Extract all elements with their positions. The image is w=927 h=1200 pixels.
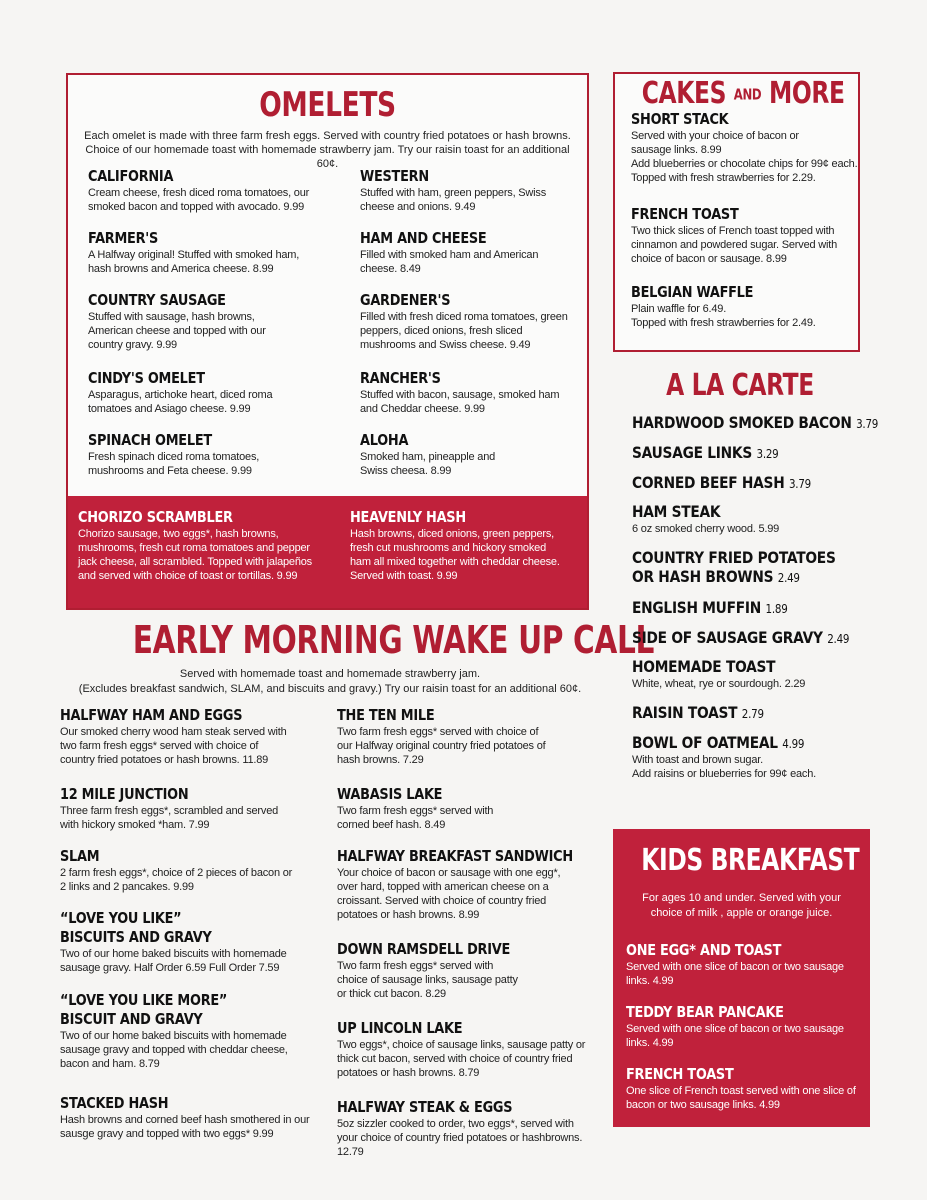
item-name: STACKED HASH [60,1094,169,1112]
item-name-line2 [632,568,800,587]
item-name: HOMEMADE TOAST [632,657,776,676]
item-name: DOWN RAMSDELL DRIVE [337,940,511,958]
item-price: 2.49 [777,571,800,585]
menu-item [632,629,882,648]
menu-item [60,1094,310,1141]
item-name-text: BOWL OF OATMEAL [632,733,778,752]
a-la-carte-title: A LA CARTE [666,368,814,403]
title-word: AND [733,85,762,104]
item-name: FRENCH TOAST [631,205,739,223]
kids-intro: For ages 10 and under. Served with your choice of milk , apple or orange juice. [642,892,841,919]
menu-item [88,431,288,478]
item-name-text: SIDE OF SAUSAGE GRAVY [632,628,823,647]
menu-item [632,704,882,723]
item-name: CINDY'S OMELET [88,369,205,387]
menu-item [626,1065,861,1112]
item-name [632,474,811,493]
item-name: GARDENER'S [360,291,451,309]
kids-breakfast-section [613,829,870,1127]
item-desc: Two of our home baked biscuits with homemade sausage gravy and topped with cheddar cheese, bacon and ham. 8.79 [60,1030,288,1070]
menu-item [360,369,570,416]
omelets-title: OMELETS [259,85,396,125]
item-price: 4.99 [782,737,805,751]
item-name: FARMER'S [88,229,159,247]
menu-item [360,229,550,276]
item-desc: One slice of French toast served with one slice of bacon or two sausage links. 4.99 [626,1085,856,1111]
item-desc: Stuffed with ham, green peppers, Swiss cheese and onions. 9.49 [360,187,547,213]
menu-item [88,291,288,352]
omelets-specials-panel [68,496,587,608]
item-desc: A Halfway original! Stuffed with smoked ham, hash browns and America cheese. 8.99 [88,249,300,275]
item-name-line2: BISCUIT AND GRAVY [60,1010,203,1028]
cakes-title [641,76,845,111]
item-desc: 2 farm fresh eggs*, choice of 2 pieces of bacon or 2 links and 2 pancakes. 9.99 [60,867,293,893]
item-desc: Hash browns, diced onions, green peppers, fresh cut mushrooms and hickory smoked ham all mixed together with cheddar cheese. Served with toast. 9.99 [350,528,560,582]
item-desc: Add raisins or blueberries for 99¢ each. [632,768,816,780]
menu-item [337,847,573,922]
item-desc: Add blueberries or chocolate chips for 99¢ each. Topped with fresh strawberries for 2.29. [631,158,858,184]
item-name: BELGIAN WAFFLE [631,283,754,301]
menu-item [60,706,290,767]
item-name-text: RAISIN TOAST [632,703,738,722]
menu-item [337,940,522,1001]
item-price: 3.29 [756,447,779,461]
item-name: SHORT STACK [631,110,729,128]
item-name: HALFWAY STEAK & EGGS [337,1098,513,1116]
menu-item [360,167,560,214]
menu-item [632,474,882,493]
item-name: CHORIZO SCRAMBLER [78,508,233,526]
item-name: WABASIS LAKE [337,785,443,803]
menu-item [360,291,575,352]
item-name-text: SAUSAGE LINKS [632,443,752,462]
item-name: HALFWAY BREAKFAST SANDWICH [337,847,573,865]
item-desc: Served with your choice of bacon or sausage links. 8.99 [631,130,799,156]
item-name: UP LINCOLN LAKE [337,1019,463,1037]
item-desc: Smoked ham, pineapple and Swiss cheesa. 8.99 [360,451,496,477]
item-desc: Topped with fresh strawberries for 2.49. [631,317,816,329]
item-name: HEAVENLY HASH [350,508,466,526]
item-desc: Plain waffle for 6.49. [631,303,727,315]
menu-item [632,734,882,781]
item-name: ONE EGG* AND TOAST [626,941,782,959]
item-name [632,599,788,618]
item-name: HAM AND CHEESE [360,229,487,247]
cakes-section [613,72,860,352]
item-name: SPINACH OMELET [88,431,212,449]
menu-item [337,706,547,767]
menu-item [337,1019,587,1080]
item-name: HALFWAY HAM AND EGGS [60,706,243,724]
omelets-section [66,73,589,610]
item-name: HAM STEAK [632,502,721,521]
menu-item [78,508,313,583]
menu-item [88,167,323,214]
item-desc: Your choice of bacon or sausage with one egg*, over hard, topped with american cheese on a croissant. Served with choice of country fried potatoes or hash browns. 8.99 [337,867,561,921]
menu-item [631,205,846,266]
menu-item [60,785,280,832]
item-price: 3.79 [789,477,811,491]
item-desc: Filled with smoked ham and American cheese. 8.49 [360,249,539,275]
item-name-text: OR HASH BROWNS [632,567,774,586]
omelets-intro: Each omelet is made with three farm fresh eggs. Served with country fried potatoes or hash browns. Choice of our homemade toast with homemade strawberry jam. Try our raisin toast for an additional 60¢. [84,130,571,170]
menu-item [626,941,861,988]
item-name-line2: BISCUITS AND GRAVY [60,928,212,946]
item-desc: Served with one slice of bacon or two sausage links. 4.99 [626,1023,844,1049]
item-desc: Two farm fresh eggs* served with choice of our Halfway original country fried potatoes of hash browns. 7.29 [337,726,546,766]
item-desc: Two thick slices of French toast topped with cinnamon and powdered sugar. Served with choice of bacon or sausage. 8.99 [631,225,838,265]
item-desc: Chorizo sausage, two eggs*, hash browns, mushrooms, fresh cut roma tomatoes and pepper jack cheese, all scrambled. Topped with jalapeños and served with choice of toast or tortillas. 9.99 [78,528,312,582]
item-name: 12 MILE JUNCTION [60,785,189,803]
item-name: THE TEN MILE [337,706,435,724]
menu-item [337,785,517,832]
item-desc: Two farm fresh eggs* served with corned beef hash. 8.49 [337,805,494,831]
item-name [632,414,878,433]
item-name [632,629,849,648]
title-word: MORE [768,76,845,111]
menu-item [632,599,882,618]
item-desc: Stuffed with bacon, sausage, smoked ham and Cheddar cheese. 9.99 [360,389,560,415]
item-desc: Filled with fresh diced roma tomatoes, green peppers, diced onions, fresh sliced mushrooms and Swiss cheese. 9.49 [360,311,568,351]
item-price: 2.49 [827,632,850,646]
item-name [632,444,778,463]
item-desc: Two of our home baked biscuits with homemade sausage gravy. Half Order 6.59 Full Order 7.59 [60,948,287,974]
item-desc: Three farm fresh eggs*, scrambled and served with hickory smoked *ham. 7.99 [60,805,279,831]
item-desc: Asparagus, artichoke heart, diced roma tomatoes and Asiago cheese. 9.99 [88,389,273,415]
item-name: FRENCH TOAST [626,1065,734,1083]
early-morning-title: EARLY MORNING WAKE UP CALL [132,618,654,662]
menu-item [631,283,861,330]
item-name-text: ENGLISH MUFFIN [632,598,762,617]
item-name: WESTERN [360,167,429,185]
menu-item [60,909,295,975]
item-name [632,704,764,723]
menu-item [88,369,288,416]
early-morning-intro [60,667,600,697]
item-desc: With toast and brown sugar. [632,754,763,766]
item-name: RANCHER'S [360,369,441,387]
menu-item [350,508,560,583]
item-name: “LOVE YOU LIKE” [60,909,182,927]
item-name-text: CORNED BEEF HASH [632,473,785,492]
menu-item [360,431,510,478]
menu-item [632,658,882,691]
title-word: CAKES [641,76,727,111]
menu-item [631,110,861,185]
item-name: ALOHA [360,431,409,449]
menu-item [60,847,295,894]
item-price: 2.79 [741,707,764,721]
item-name: COUNTRY SAUSAGE [88,291,226,309]
item-name: CALIFORNIA [88,167,174,185]
item-desc: Cream cheese, fresh diced roma tomatoes, our smoked bacon and topped with avocado. 9.99 [88,187,310,213]
kids-title: KIDS BREAKFAST [641,843,860,878]
item-desc: Fresh spinach diced roma tomatoes, mushrooms and Feta cheese. 9.99 [88,451,260,477]
item-desc: Served with one slice of bacon or two sausage links. 4.99 [626,961,844,987]
item-desc: Two farm fresh eggs* served with choice of sausage links, sausage patty or thick cut bacon. 8.29 [337,960,518,1000]
item-name [632,734,804,753]
item-desc: Hash browns and corned beef hash smothered in our sausge gravy and topped with two eggs* 9.99 [60,1114,310,1140]
item-desc: White, wheat, rye or sourdough. 2.29 [632,678,806,690]
menu-item [626,1003,861,1050]
intro-line: Served with homemade toast and homemade strawberry jam. [179,668,481,680]
item-name: COUNTRY FRIED POTATOES [632,548,836,567]
menu-item [60,991,295,1071]
item-desc: Two eggs*, choice of sausage links, sausage patty or thick cut bacon, served with choice of country fried potatoes or hash browns. 8.79 [337,1039,586,1079]
item-name: “LOVE YOU LIKE MORE” [60,991,228,1009]
intro-line: (Excludes breakfast sandwich, SLAM, and biscuits and gravy.) Try our raisin toast for an additional 60¢. [78,683,582,695]
item-name: SLAM [60,847,100,865]
item-name-text: HARDWOOD SMOKED BACON [632,413,852,432]
menu-item [632,549,882,587]
menu-item [632,444,882,463]
menu-item [632,503,882,536]
menu-item [88,229,313,276]
item-desc: 5oz sizzler cooked to order, two eggs*, served with your choice of country fried potatoes or hashbrowns. 12.79 [337,1118,583,1158]
menu-item [632,414,882,433]
item-price: 1.89 [765,602,788,616]
item-desc: 6 oz smoked cherry wood. 5.99 [632,523,780,535]
item-desc: Our smoked cherry wood ham steak served with two farm fresh eggs* served with choice of country fried potatoes or hash browns. 11.89 [60,726,287,766]
item-desc: Stuffed with sausage, hash browns, American cheese and topped with our country gravy. 9.99 [88,311,266,351]
item-price: 3.79 [856,417,879,431]
menu-item [337,1098,587,1159]
item-name: TEDDY BEAR PANCAKE [626,1003,784,1021]
